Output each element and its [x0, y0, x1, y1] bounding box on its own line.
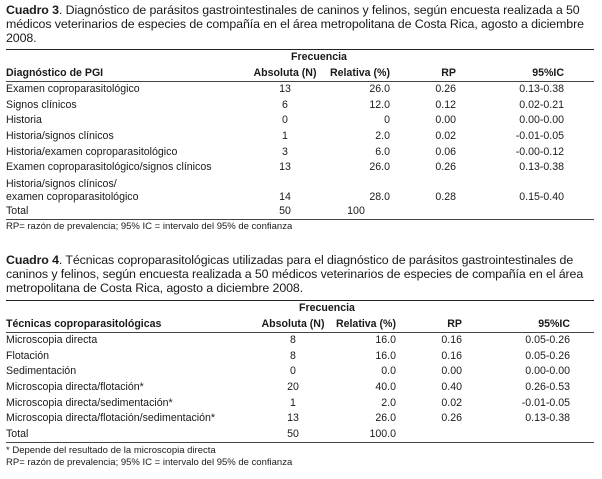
cell-ic: 0.13-0.38 — [519, 83, 564, 96]
cell-rp: 0.16 — [441, 334, 462, 347]
cell-absoluta: 8 — [290, 334, 296, 347]
cell-absoluta: 6 — [282, 98, 288, 111]
table-row — [6, 160, 594, 176]
row-label: Historia — [6, 114, 42, 127]
header-row — [6, 317, 594, 333]
header-rp: RP — [441, 66, 456, 79]
header-relativa: Relativa (%) — [329, 66, 390, 79]
frecuencia-header: Frecuencia — [299, 302, 355, 315]
cuadro-3-caption-text: . Diagnóstico de parásitos gastrointestinales de caninos y felinos, según encuesta realizada a 50 médicos veterinarios de especies de compañía en el área metropolitana de Costa Rica, agosto a diciembre 2008. — [6, 3, 584, 45]
cell-ic: -0.01-0.05 — [521, 396, 570, 409]
cell-ic: 0.13-0.38 — [519, 161, 564, 174]
cell-absoluta: 1 — [282, 129, 288, 142]
header-ic: 95%IC — [538, 317, 570, 330]
cell-relativa: 16.0 — [375, 349, 396, 362]
table-row — [6, 82, 594, 98]
cell-rp: 0.00 — [441, 365, 462, 378]
cell-ic: -0.01-0.05 — [515, 129, 564, 142]
cuadro-3 — [6, 3, 594, 233]
frecuencia-header: Frecuencia — [291, 51, 347, 64]
cell-rp: 0.40 — [441, 380, 462, 393]
header-absoluta: Absoluta (N) — [253, 66, 317, 79]
cell-ic: 0.00-0.00 — [525, 365, 570, 378]
row-label-line1: Historia/signos clínicos/ — [6, 177, 117, 190]
cell-ic: 0.00-0.00 — [519, 114, 564, 127]
cell-ic: 0.05-0.26 — [525, 334, 570, 347]
table-row — [6, 176, 594, 204]
cuadro-4-table — [6, 301, 594, 332]
table-row — [6, 396, 594, 412]
cuadro-3-table — [6, 50, 594, 81]
cuadro-4-caption-text: . Técnicas coproparasitológicas utilizadas para el diagnóstico de parásitos gastrointestinales de caninos y felinos, según encuesta realizada a 50 médicos veterinarios de especies de compañía en el área metropolitana de Costa Rica, agosto a diciembre 2008. — [6, 253, 584, 295]
header-diagnostico: Diagnóstico de PGI — [6, 66, 104, 79]
cell-relativa: 26.0 — [369, 83, 390, 96]
cuadro-4 — [6, 253, 594, 469]
cell-rp: 0.06 — [435, 145, 456, 158]
bottom-rule — [6, 219, 594, 220]
cell-ic: -0.00-0.12 — [515, 145, 564, 158]
row-label: Microscopia directa/flotación* — [6, 380, 144, 393]
cuadro-3-caption — [6, 3, 594, 45]
cell-rp: 0.02 — [441, 396, 462, 409]
total-row — [6, 204, 594, 220]
cell-absoluta: 0 — [290, 365, 296, 378]
cuadro-4-body — [6, 333, 594, 442]
cell-rp: 0.26 — [441, 412, 462, 425]
total-absoluta: 50 — [279, 204, 291, 217]
cell-rp: 0.26 — [435, 161, 456, 174]
cell-rp: 0.00 — [435, 114, 456, 127]
cell-rp: 0.16 — [441, 349, 462, 362]
row-label: Microscopia directa/sedimentación* — [6, 396, 173, 409]
row-label: Sedimentación — [6, 365, 77, 378]
cell-rp: 0.26 — [435, 83, 456, 96]
cell-absoluta: 8 — [290, 349, 296, 362]
row-label: Microscopia directa/flotación/sedimentación* — [6, 412, 216, 425]
cell-relativa: 2.0 — [381, 396, 396, 409]
cell-rp: 0.28 — [435, 190, 456, 203]
row-label: Examen coproparasitológico/signos clínicos — [6, 161, 212, 174]
cell-ic: 0.13-0.38 — [525, 412, 570, 425]
row-label: Historia/signos clínicos — [6, 129, 114, 142]
table-row — [6, 113, 594, 129]
cell-ic: 0.05-0.26 — [525, 349, 570, 362]
table-row — [6, 129, 594, 145]
table-row — [6, 364, 594, 380]
cell-ic: 0.02-0.21 — [519, 98, 564, 111]
cuadro-4-footnote: * Depende del resultado de la microscopia directa — [6, 445, 216, 457]
cuadro-3-body — [6, 82, 594, 219]
cell-relativa: 16.0 — [375, 334, 396, 347]
row-label: Signos clínicos — [6, 98, 77, 111]
total-relativa: 100.0 — [369, 427, 396, 440]
cell-absoluta: 20 — [287, 380, 299, 393]
cell-relativa: 26.0 — [369, 161, 390, 174]
cuadro-4-caption — [6, 253, 594, 295]
row-label: Flotación — [6, 349, 49, 362]
table-row — [6, 98, 594, 114]
cell-absoluta: 1 — [290, 396, 296, 409]
cell-relativa: 0 — [384, 114, 390, 127]
cuadro-3-label: Cuadro 3 — [6, 3, 59, 17]
cell-absoluta: 3 — [282, 145, 288, 158]
cell-relativa: 40.0 — [375, 380, 396, 393]
row-label — [6, 176, 248, 204]
cell-relativa: 6.0 — [375, 145, 390, 158]
cell-absoluta: 14 — [279, 190, 291, 203]
cell-relativa: 2.0 — [375, 129, 390, 142]
table-row — [6, 145, 594, 161]
total-absoluta: 50 — [287, 427, 299, 440]
header-tecnicas: Técnicas coproparasitológicas — [6, 317, 162, 330]
cuadro-3-note: RP= razón de prevalencia; 95% IC = intervalo del 95% de confianza — [6, 221, 293, 233]
cell-absoluta: 13 — [279, 83, 291, 96]
cell-ic: 0.15-0.40 — [519, 190, 564, 203]
cell-absoluta: 13 — [279, 161, 291, 174]
cell-absoluta: 13 — [287, 412, 299, 425]
cell-relativa: 26.0 — [375, 412, 396, 425]
header-row — [6, 66, 594, 82]
header-relativa: Relativa (%) — [335, 317, 396, 330]
table-row — [6, 349, 594, 365]
cell-relativa: 12.0 — [369, 98, 390, 111]
cell-relativa: 28.0 — [369, 190, 390, 203]
cell-rp: 0.12 — [435, 98, 456, 111]
table-row — [6, 411, 594, 427]
cuadro-4-note: RP= razón de prevalencia; 95% IC = intervalo del 95% de confianza — [6, 457, 293, 469]
row-label: Historia/examen coproparasitológico — [6, 145, 178, 158]
row-label: Examen coproparasitológico — [6, 83, 140, 96]
header-absoluta: Absoluta (N) — [261, 317, 325, 330]
cell-relativa: 0.0 — [381, 365, 396, 378]
header-ic: 95%IC — [532, 66, 564, 79]
total-relativa: 100 — [347, 204, 365, 217]
total-label: Total — [6, 427, 29, 440]
row-label-line2: examen coproparasitológico — [6, 190, 139, 203]
bottom-rule — [6, 442, 594, 443]
row-label: Microscopia directa — [6, 334, 98, 347]
total-label: Total — [6, 204, 29, 217]
cell-rp: 0.02 — [435, 129, 456, 142]
cuadro-4-label: Cuadro 4 — [6, 253, 59, 267]
header-rp: RP — [447, 317, 462, 330]
total-row — [6, 427, 594, 443]
cell-absoluta: 0 — [282, 114, 288, 127]
table-row — [6, 380, 594, 396]
cell-ic: 0.26-0.53 — [525, 380, 570, 393]
table-row — [6, 333, 594, 349]
